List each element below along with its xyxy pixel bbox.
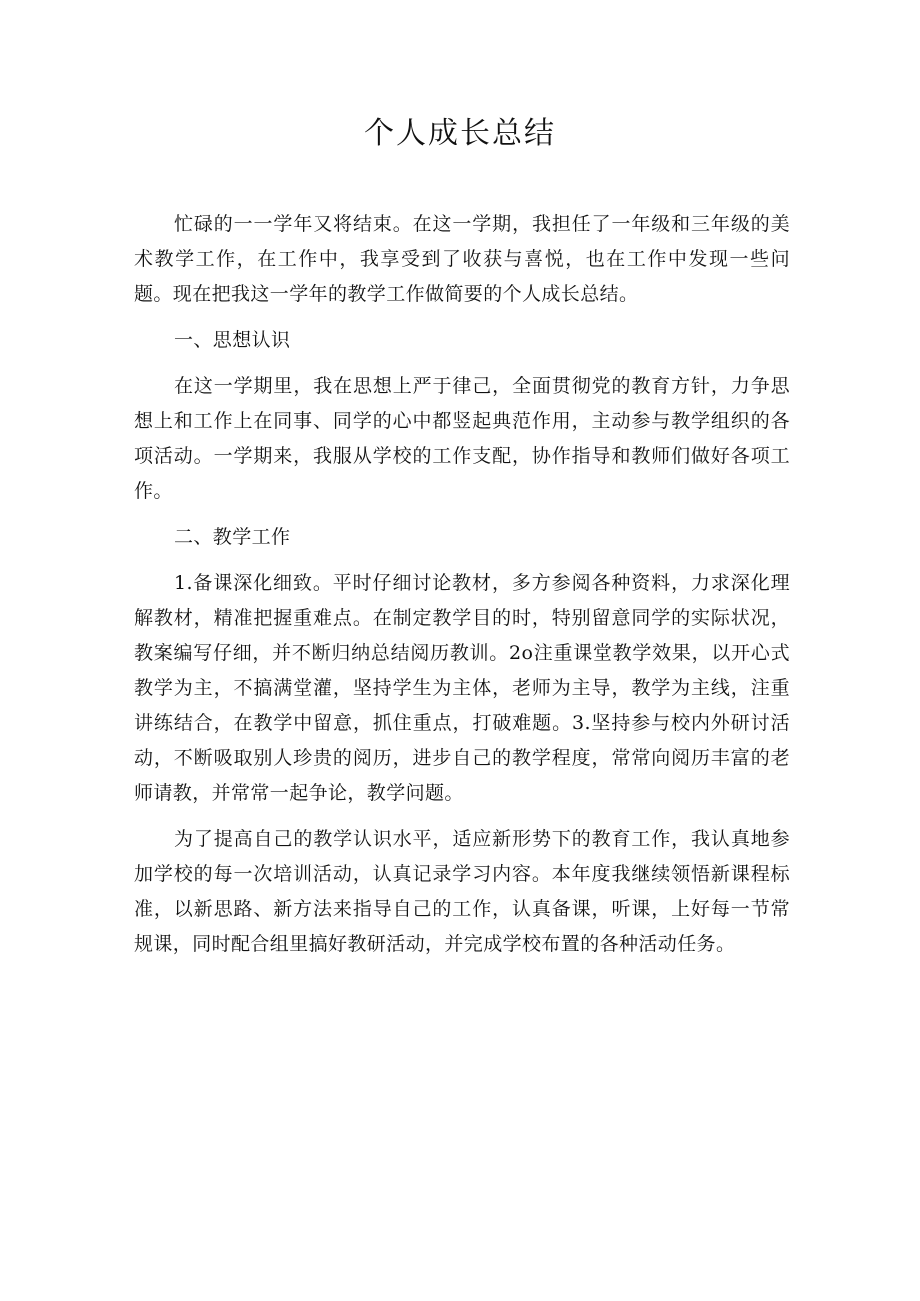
document-body [134,207,790,973]
section-heading-teaching: 二、教学工作 [174,526,291,548]
thought-paragraph: 在这一学期里，我在思想上严于律己，全面贯彻党的教育方针，力争思想上和工作上在同事、同学的心中都竖起典范作用，主动参与教学组织的各项活动。一学期来，我服从学校的工作支配，协作指导和教师们做好各项工作。 [134,375,790,502]
training-paragraph: 为了提高自己的教学认识水平，适应新形势下的教育工作，我认真地参加学校的每一次培训活动，认真记录学习内容。本年度我继续领悟新课程标准，以新思路、新方法来指导自己的工作，认真备课，听课，上好每一节常规课，同时配合组里搞好教研活动，并完成学校布置的各种活动任务。 [134,828,790,955]
section-heading-thought: 一、思想认识 [174,329,291,351]
intro-paragraph: 忙碌的一一学年又将结束。在这一学期，我担任了一年级和三年级的美术教学工作，在工作中，我享受到了收获与喜悦，也在工作中发现一些问题。现在把我这一学年的教学工作做简要的个人成长总结。 [134,213,790,305]
document-title: 个人成长总结 [364,116,556,151]
teaching-paragraph: 1.备课深化细致。平时仔细讨论教材，多方参阅各种资料，力求深化理解教材，精准把握重难点。在制定教学目的时，特别留意同学的实际状况，教案编写仔细，并不断归纳总结阅历教训。2o注重课堂教学效果，以开心式教学为主，不搞满堂灌，坚持学生为主体，老师为主导，教学为主线，注重讲练结合，在教学中留意，抓住重点，打破难题。3.坚持参与校内外研讨活动，不断吸取别人珍贵的阅历，进步自己的教学程度，常常向阅历丰富的老师请教，并常常一起争论，教学问题。 [134,572,790,804]
